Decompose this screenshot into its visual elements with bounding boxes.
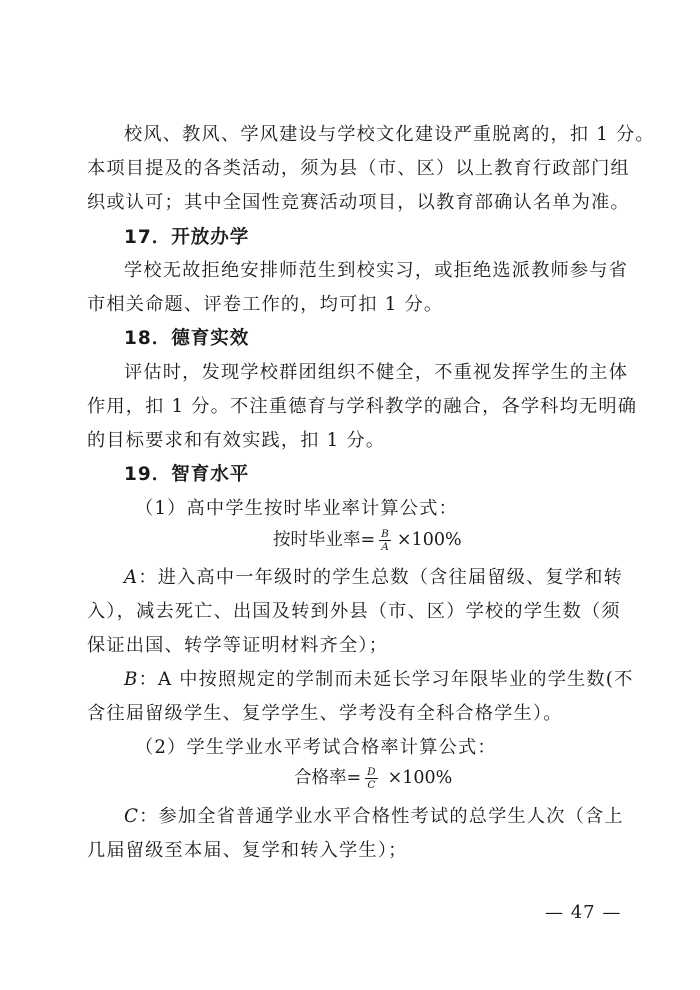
formula-title: （2）学生学业水平考试合格率计算公式：	[135, 737, 497, 758]
section-heading-18: 18．德育实效	[124, 328, 250, 349]
fraction-numerator: B	[381, 528, 389, 540]
formula-suffix: ×100%	[396, 530, 462, 550]
formula-pass-rate	[294, 766, 452, 791]
page-number: — 47 —	[545, 902, 622, 923]
variable-a: A	[124, 567, 139, 588]
definition-text: ：进入高中一年级时的学生总数（含往届留级、复学和转	[138, 567, 624, 588]
paragraph-line: 学校无故拒绝安排师范生到校实习，或拒绝选派教师参与省	[124, 260, 629, 281]
formula-on-time-graduation	[273, 528, 462, 553]
fraction-numerator: D	[367, 766, 376, 778]
paragraph-line: 几届留级至本届、复学和转入学生）；	[87, 840, 408, 861]
definition-text: ：参加全省普通学业水平合格性考试的总学生人次（含上	[139, 806, 624, 827]
formula-suffix: ×100%	[387, 768, 453, 788]
paragraph-line: 评估时，发现学校群团组织不健全，不重视发挥学生的主体	[124, 362, 629, 383]
paragraph-line: 入），减去死亡、出国及转到外县（市、区）学校的学生数（须	[87, 601, 621, 622]
paragraph-line: 的目标要求和有效实践，扣 1 分。	[87, 430, 386, 451]
paragraph-line: 本项目提及的各类活动，须为县（市、区）以上教育行政部门组	[87, 158, 630, 179]
section-heading-19: 19．智育水平	[124, 464, 250, 485]
formula-title: （1）高中学生按时毕业率计算公式：	[135, 498, 458, 519]
paragraph-line: 保证出国、转学等证明材料齐全）；	[87, 635, 389, 656]
paragraph-line: 市相关命题、评卷工作的，均可扣 1 分。	[87, 294, 444, 315]
definition-b	[124, 668, 654, 692]
paragraph-line: 作用，扣 1 分。不注重德育与学科教学的融合，各学科均无明确	[87, 396, 638, 417]
definition-a	[124, 566, 654, 590]
paragraph-line: 校风、教风、学风建设与学校文化建设严重脱离的，扣 1 分。	[124, 124, 655, 145]
formula-fraction	[379, 528, 391, 553]
definition-c	[124, 805, 654, 829]
paragraph-line: 织或认可；其中全国性竞赛活动项目，以教育部确认名单为准。	[87, 192, 630, 213]
formula-label: 按时毕业率=	[273, 530, 376, 550]
fraction-denominator: C	[367, 779, 376, 791]
definition-text: ：A 中按照规定的学制而未延长学习年限毕业的学生数(不	[138, 669, 634, 690]
formula-label: 合格率=	[294, 768, 362, 788]
formula-fraction	[365, 766, 377, 791]
section-heading-17: 17．开放办学	[124, 227, 250, 248]
paragraph-line: 含往届留级学生、复学学生、学考没有全科合格学生）。	[87, 703, 563, 724]
variable-c: C	[124, 806, 140, 827]
fraction-denominator: A	[381, 541, 389, 553]
variable-b: B	[124, 669, 139, 690]
